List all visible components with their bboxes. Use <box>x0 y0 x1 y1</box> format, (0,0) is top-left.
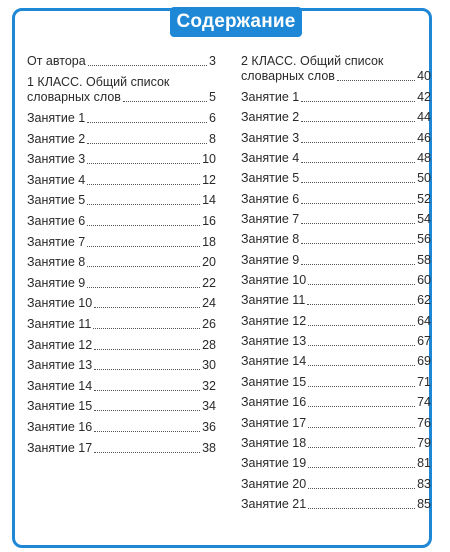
toc-entry-lesson[interactable] <box>241 375 431 390</box>
toc-entry-lesson[interactable] <box>241 477 431 492</box>
toc-entry-label: Занятие 3 <box>27 152 86 167</box>
dot-leader <box>123 101 207 102</box>
toc-entry-label: Занятие 15 <box>27 399 93 414</box>
toc-entry-lesson[interactable] <box>241 151 431 166</box>
dot-leader <box>308 365 415 366</box>
dot-leader <box>87 184 200 185</box>
toc-entry-label: От автора <box>27 54 86 68</box>
toc-entry-label: Занятие 11 <box>241 293 306 308</box>
dot-leader <box>307 304 415 305</box>
toc-entry-lesson[interactable] <box>27 420 216 435</box>
dot-leader <box>301 203 415 204</box>
dot-leader <box>87 122 207 123</box>
toc-entry-label: Занятие 4 <box>241 151 300 166</box>
toc-entry-lesson[interactable] <box>241 416 431 431</box>
toc-entry-label: Занятие 9 <box>241 252 300 267</box>
toc-entry-label: Занятие 11 <box>27 316 92 331</box>
page-title: Содержание <box>170 7 302 37</box>
toc-entry-page: 60 <box>417 273 431 288</box>
toc-entry-label: Занятие 13 <box>27 358 93 373</box>
toc-entry-page: 85 <box>417 496 431 511</box>
toc-entry-label: Занятие 6 <box>241 191 300 206</box>
toc-entry-page: 48 <box>417 151 431 166</box>
toc-entry-label: Занятие 21 <box>241 496 307 511</box>
toc-entry-label: Занятие 6 <box>27 213 86 228</box>
toc-entry-page: 71 <box>417 374 431 389</box>
toc-entry-label-line2: словарных слов <box>27 90 121 104</box>
toc-entry-lesson[interactable] <box>241 334 431 349</box>
toc-entry-label: Занятие 14 <box>27 378 93 393</box>
toc-entry-lesson[interactable] <box>241 131 431 146</box>
toc-entry-page: 79 <box>417 435 431 450</box>
dot-leader <box>93 328 200 329</box>
dot-leader <box>301 182 415 183</box>
dot-leader <box>308 345 415 346</box>
toc-entry-lesson[interactable] <box>241 497 431 512</box>
dot-leader <box>301 243 415 244</box>
toc-entry-page: 81 <box>417 456 431 471</box>
toc-entry-page: 14 <box>202 193 216 208</box>
toc-entry-lesson[interactable] <box>241 192 431 207</box>
toc-entry-lesson[interactable] <box>27 152 216 167</box>
toc-entry-page: 3 <box>209 54 216 68</box>
toc-entry-page: 12 <box>202 172 216 187</box>
toc-entry-page: 30 <box>202 358 216 373</box>
toc-entry-label: Занятие 5 <box>241 171 300 186</box>
toc-entry-lesson[interactable] <box>27 111 216 126</box>
left-column <box>27 54 216 456</box>
toc-entry-label: Занятие 7 <box>27 234 86 249</box>
toc-entry-label: Занятие 9 <box>27 275 86 290</box>
toc-entry-lesson[interactable] <box>241 354 431 369</box>
toc-entry-lesson[interactable] <box>241 212 431 227</box>
toc-entry-page: 52 <box>417 191 431 206</box>
toc-entry-page: 32 <box>202 378 216 393</box>
toc-entry-page: 50 <box>417 171 431 186</box>
dot-leader <box>94 410 200 411</box>
toc-entry-page: 56 <box>417 232 431 247</box>
toc-entry-lesson[interactable] <box>27 379 216 394</box>
toc-entry-label: Занятие 10 <box>27 296 93 311</box>
dot-leader <box>301 264 415 265</box>
toc-entry-page: 83 <box>417 476 431 491</box>
toc-entry-label: Занятие 2 <box>27 131 86 146</box>
toc-entry-page: 28 <box>202 337 216 352</box>
toc-entry-lesson[interactable] <box>27 214 216 229</box>
dot-leader <box>308 508 415 509</box>
dot-leader <box>301 162 415 163</box>
toc-entry-lesson[interactable] <box>241 456 431 471</box>
toc-entry-page: 8 <box>209 131 216 146</box>
toc-entry-lesson[interactable] <box>27 338 216 353</box>
toc-entry-label: Занятие 14 <box>241 354 307 369</box>
toc-entry-label: Занятие 5 <box>27 193 86 208</box>
toc-entry-page: 34 <box>202 399 216 414</box>
dot-leader <box>94 431 200 432</box>
toc-entry-from-author[interactable] <box>27 54 216 69</box>
toc-entry-label: Занятие 2 <box>241 110 300 125</box>
toc-entry-page: 42 <box>417 90 431 104</box>
toc-entry-label-line1: 2 КЛАСС. Общий список <box>241 54 384 68</box>
toc-entry-lesson[interactable] <box>241 232 431 247</box>
toc-entry-class-2[interactable] <box>241 54 431 84</box>
toc-entry-lesson[interactable] <box>241 314 431 329</box>
toc-entry-page: 6 <box>209 111 216 125</box>
dot-leader <box>87 225 200 226</box>
toc-entry-page: 40 <box>417 69 431 83</box>
toc-entry-lesson[interactable] <box>241 273 431 288</box>
toc-entry-page: 67 <box>417 334 431 349</box>
toc-entry-label: Занятие 12 <box>27 337 93 352</box>
toc-entry-label: Занятие 17 <box>27 440 93 455</box>
toc-entry-label: Занятие 4 <box>27 172 86 187</box>
dot-leader <box>87 287 200 288</box>
toc-entry-lesson[interactable] <box>27 317 216 332</box>
left-lesson-list <box>27 111 216 456</box>
dot-leader <box>308 427 415 428</box>
toc-entry-page: 22 <box>202 275 216 290</box>
dot-leader <box>308 325 415 326</box>
toc-entry-label: Занятие 7 <box>241 212 300 227</box>
toc-entry-page: 16 <box>202 213 216 228</box>
toc-entry-lesson[interactable] <box>27 296 216 311</box>
toc-entry-label: Занятие 3 <box>241 130 300 145</box>
dot-leader <box>94 307 200 308</box>
toc-entry-page: 64 <box>417 313 431 328</box>
toc-entry-label: Занятие 13 <box>241 334 307 349</box>
dot-leader <box>87 143 207 144</box>
toc-entry-page: 76 <box>417 415 431 430</box>
toc-entry-lesson[interactable] <box>27 358 216 373</box>
dot-leader <box>94 390 200 391</box>
toc-entry-page: 10 <box>202 152 216 167</box>
dot-leader <box>308 406 415 407</box>
toc-entry-lesson[interactable] <box>27 193 216 208</box>
toc-entry-label: Занятие 20 <box>241 476 307 491</box>
toc-entry-lesson[interactable] <box>241 436 431 451</box>
dot-leader <box>301 223 415 224</box>
dot-leader <box>87 266 200 267</box>
toc-entry-lesson[interactable] <box>241 110 431 125</box>
dot-leader <box>337 80 415 81</box>
toc-entry-lesson[interactable] <box>27 255 216 270</box>
toc-entry-label: Занятие 12 <box>241 313 307 328</box>
dot-leader <box>88 65 207 66</box>
toc-entry-label-line1: 1 КЛАСС. Общий список <box>27 75 170 89</box>
toc-entry-label: Занятие 17 <box>241 415 307 430</box>
toc-entry-label: Занятие 8 <box>241 232 300 247</box>
toc-entry-label: Занятие 16 <box>241 395 307 410</box>
dot-leader <box>308 284 415 285</box>
dot-leader <box>301 101 415 102</box>
toc-entry-page: 38 <box>202 440 216 455</box>
dot-leader <box>87 246 200 247</box>
dot-leader <box>308 488 415 489</box>
dot-leader <box>94 349 200 350</box>
toc-entry-class-1[interactable] <box>27 75 216 105</box>
toc-entry-lesson[interactable] <box>27 173 216 188</box>
dot-leader <box>87 204 200 205</box>
toc-entry-lesson[interactable] <box>241 90 431 105</box>
toc-entry-page: 24 <box>202 296 216 311</box>
dot-leader <box>94 369 200 370</box>
toc-entry-lesson[interactable] <box>241 171 431 186</box>
toc-entry-label: Занятие 1 <box>27 111 86 125</box>
toc-entry-lesson[interactable] <box>241 395 431 410</box>
toc-entry-page: 46 <box>417 130 431 145</box>
toc-entry-page: 20 <box>202 255 216 270</box>
dot-leader <box>301 121 415 122</box>
toc-entry-page: 26 <box>202 316 216 331</box>
toc-entry-page: 62 <box>417 293 431 308</box>
toc-entry-lesson[interactable] <box>27 132 216 147</box>
toc-entry-page: 54 <box>417 212 431 227</box>
dot-leader <box>308 447 415 448</box>
toc-entry-lesson[interactable] <box>241 293 431 308</box>
toc-entry-label-line2: словарных слов <box>241 69 335 83</box>
dot-leader <box>308 467 415 468</box>
toc-entry-label: Занятие 18 <box>241 435 307 450</box>
toc-entry-lesson[interactable] <box>241 253 431 268</box>
toc-entry-page: 44 <box>417 110 431 125</box>
toc-entry-label: Занятие 8 <box>27 255 86 270</box>
toc-entry-label: Занятие 15 <box>241 374 307 389</box>
dot-leader <box>87 163 200 164</box>
toc-entry-lesson[interactable] <box>27 276 216 291</box>
dot-leader <box>308 386 415 387</box>
toc-entry-label: Занятие 19 <box>241 456 307 471</box>
toc-entry-label: Занятие 16 <box>27 419 93 434</box>
toc-entry-page: 36 <box>202 419 216 434</box>
dot-leader <box>301 142 415 143</box>
toc-entry-lesson[interactable] <box>27 441 216 456</box>
toc-entry-page: 58 <box>417 252 431 267</box>
toc-entry-lesson[interactable] <box>27 235 216 250</box>
toc-entry-label: Занятие 1 <box>241 90 300 104</box>
toc-entry-page: 69 <box>417 354 431 369</box>
toc-entry-page: 5 <box>209 90 216 104</box>
right-column <box>241 54 431 512</box>
dot-leader <box>94 452 200 453</box>
right-lesson-list <box>241 90 431 512</box>
toc-entry-page: 74 <box>417 395 431 410</box>
toc-entry-page: 18 <box>202 234 216 249</box>
toc-entry-lesson[interactable] <box>27 399 216 414</box>
toc-entry-label: Занятие 10 <box>241 273 307 288</box>
